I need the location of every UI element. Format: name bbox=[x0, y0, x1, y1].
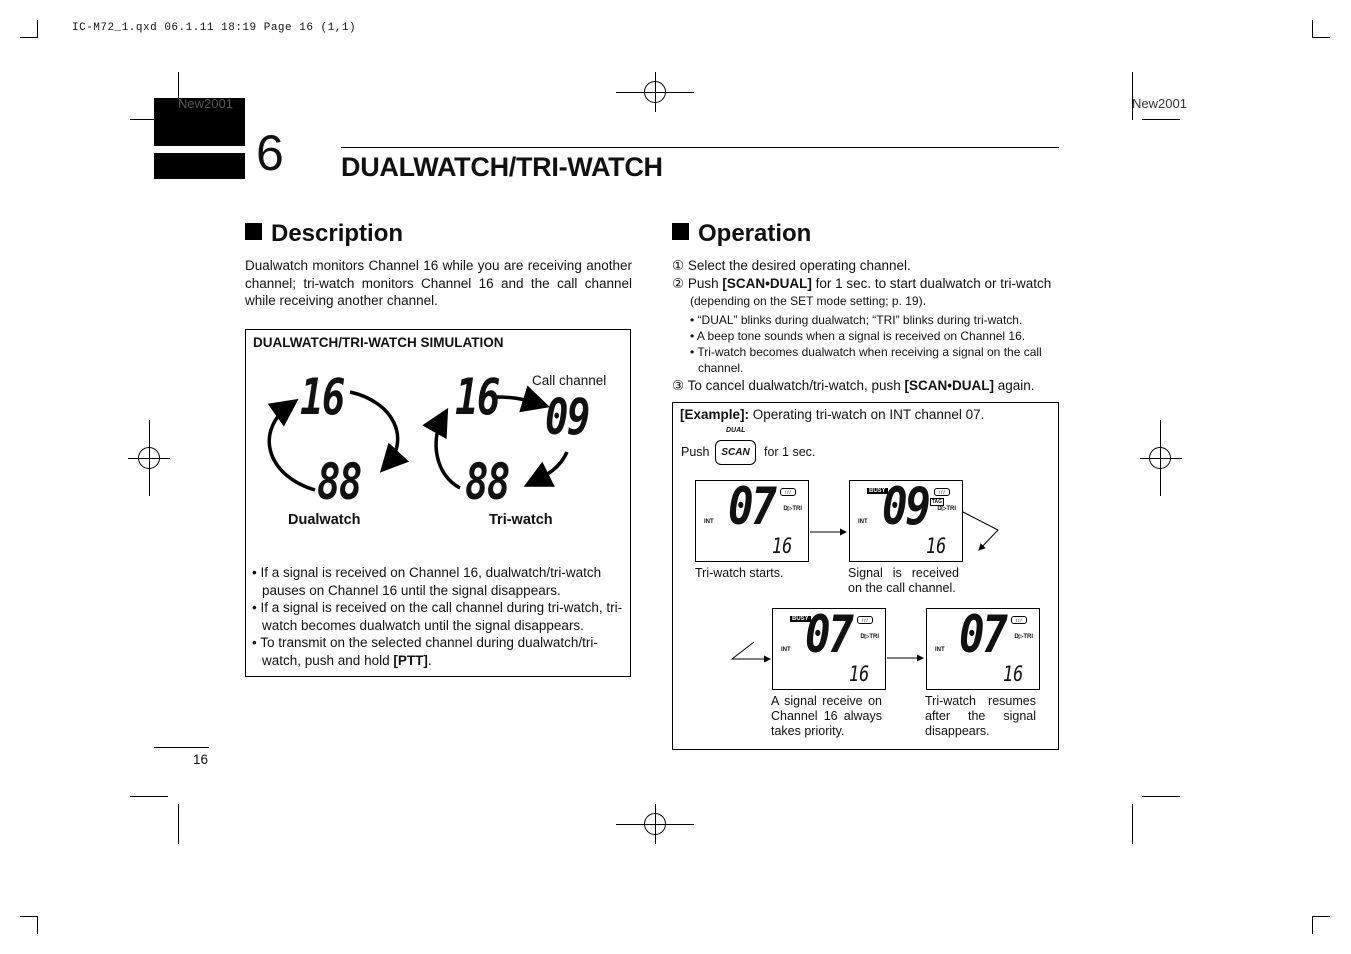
chapter-rule bbox=[341, 147, 1059, 148]
dualwatch-channel-top: 16 bbox=[300, 368, 344, 426]
triwatch-channel-top: 16 bbox=[455, 368, 499, 426]
registration-mark bbox=[655, 804, 656, 844]
simulation-title: DUALWATCH/TRI-WATCH SIMULATION bbox=[253, 335, 504, 350]
dual-key-label: DUAL bbox=[726, 427, 746, 434]
step-text: Push bbox=[687, 275, 723, 291]
crop-mark bbox=[37, 20, 38, 38]
step-marker: ③ bbox=[672, 377, 685, 393]
operation-heading bbox=[672, 220, 811, 248]
square-bullet-icon bbox=[672, 223, 689, 240]
step-text: again. bbox=[993, 377, 1035, 393]
registration-mark bbox=[149, 420, 150, 496]
lcd-caption: Tri-watch resumes after the signal disappears. bbox=[925, 694, 1036, 738]
dual-tri-indicator: D▷TRI bbox=[937, 506, 956, 512]
step-2 bbox=[672, 275, 1059, 311]
arrow-icon bbox=[533, 452, 567, 482]
d-indicator: D bbox=[860, 634, 865, 640]
crop-mark bbox=[1312, 916, 1313, 934]
scan-dual-key: [SCAN•DUAL] bbox=[722, 275, 812, 291]
crop-mark bbox=[37, 916, 38, 934]
tag-indicator: TAG bbox=[931, 499, 942, 505]
dualwatch-label: Dualwatch bbox=[288, 512, 361, 528]
square-bullet-icon bbox=[245, 223, 262, 240]
trim-line bbox=[1132, 804, 1133, 844]
arrow-icon bbox=[350, 392, 398, 465]
dual-tri-indicator: D▷TRI bbox=[860, 634, 879, 640]
crop-mark bbox=[1312, 20, 1313, 38]
registration-mark bbox=[1140, 458, 1182, 459]
description-bullets bbox=[252, 564, 626, 669]
lcd-sub-channel: 16 bbox=[771, 534, 792, 558]
d-indicator: D bbox=[1014, 634, 1019, 640]
scan-key-icon: SCAN bbox=[715, 440, 756, 465]
trim-line bbox=[178, 804, 179, 844]
int-indicator: INT bbox=[858, 519, 868, 525]
step-text: for 1 sec. to start dualwatch or tri-watch bbox=[811, 275, 1052, 291]
print-slug: IC-M72_1.qxd 06.1.11 18:19 Page 16 (1,1) bbox=[72, 22, 357, 34]
operation-heading-text: Operation bbox=[698, 220, 812, 247]
triwatch-label: Tri-watch bbox=[489, 512, 553, 528]
description-heading bbox=[245, 220, 403, 248]
revision-label-left: New2001 bbox=[178, 96, 233, 111]
dualwatch-channel-bottom: 88 bbox=[317, 453, 361, 511]
operation-steps bbox=[672, 257, 1059, 394]
busy-indicator: BUSY bbox=[792, 616, 809, 622]
list-item: • If a signal is received on the call channel during tri-watch, tri-watch becomes dualwatch until the signal disappears. bbox=[252, 600, 623, 633]
example-label: [Example]: bbox=[680, 407, 750, 422]
int-indicator: INT bbox=[781, 647, 791, 653]
signal-icon: ƒƒƒ bbox=[1011, 616, 1027, 624]
step-note: (depending on the SET mode setting; p. 19) bbox=[690, 294, 923, 308]
int-indicator: INT bbox=[704, 519, 714, 525]
list-item: • If a signal is received on Channel 16, dualwatch/tri-watch pauses on Channel 16 until the signal disappears. bbox=[252, 565, 602, 598]
lcd-channel: 07 bbox=[728, 477, 775, 537]
trim-line bbox=[130, 796, 168, 797]
dual-tri-indicator: D▷TRI bbox=[1014, 634, 1033, 640]
lcd-caption: Tri-watch starts. bbox=[695, 566, 784, 580]
scan-dual-key: [SCAN•DUAL] bbox=[904, 377, 994, 393]
step-text: To cancel dualwatch/tri-watch, push bbox=[687, 377, 905, 393]
ptt-key: [PTT] bbox=[393, 652, 428, 668]
trim-line bbox=[1142, 119, 1180, 120]
footer-rule bbox=[154, 747, 209, 748]
step-text: Select the desired operating channel. bbox=[687, 258, 911, 273]
call-channel-label: Call channel bbox=[532, 373, 607, 388]
d-indicator: D bbox=[783, 506, 788, 512]
lcd-sub-channel: 16 bbox=[848, 662, 869, 686]
description-body: Dualwatch monitors Channel 16 while you are receiving another channel; tri-watch monitors Channel 16 and the call channel while receiving another channel. bbox=[245, 258, 632, 308]
tri-indicator: TRI bbox=[946, 506, 956, 512]
signal-icon: ƒƒƒ bbox=[857, 616, 873, 624]
busy-indicator: BUSY bbox=[869, 488, 886, 494]
duration-label: for 1 sec. bbox=[764, 445, 816, 459]
crop-mark bbox=[1312, 916, 1330, 917]
chapter-number: 6 bbox=[256, 125, 284, 181]
lcd-caption: Signal is received on the call channel. bbox=[848, 566, 959, 595]
step-marker: ① bbox=[672, 258, 685, 273]
description-heading-text: Description bbox=[271, 220, 404, 247]
crop-mark bbox=[20, 916, 38, 917]
arrow-icon bbox=[497, 397, 540, 404]
lcd-sub-channel: 16 bbox=[925, 534, 946, 558]
step-marker: ② bbox=[672, 275, 685, 291]
step-1 bbox=[672, 257, 1059, 275]
trim-line bbox=[1142, 796, 1180, 797]
lcd-channel: 07 bbox=[959, 605, 1006, 665]
arrow-icon bbox=[732, 642, 770, 659]
signal-icon: ƒƒƒ bbox=[934, 488, 950, 496]
chapter-tab bbox=[154, 153, 245, 179]
arrow-icon bbox=[436, 417, 460, 488]
chapter-title: DUALWATCH/TRI-WATCH bbox=[341, 152, 663, 182]
step-3 bbox=[672, 377, 1059, 395]
example-text: Operating tri-watch on INT channel 07. bbox=[749, 407, 985, 422]
tri-indicator: TRI bbox=[792, 506, 802, 512]
registration-mark bbox=[655, 72, 656, 112]
period: . bbox=[427, 652, 432, 668]
period: . bbox=[922, 293, 927, 308]
lcd-channel: 09 bbox=[882, 477, 929, 537]
crop-mark bbox=[1312, 37, 1330, 38]
lcd-channel: 07 bbox=[805, 605, 852, 665]
lcd-sub-channel: 16 bbox=[1002, 662, 1023, 686]
list-item: • A beep tone sounds when a signal is received on Channel 16. bbox=[690, 328, 1026, 343]
push-label: Push bbox=[681, 445, 710, 459]
list-item: • “DUAL” blinks during dualwatch; “TRI” blinks during tri-watch. bbox=[690, 312, 1023, 327]
tri-indicator: TRI bbox=[1023, 634, 1033, 640]
arrow-icon bbox=[963, 512, 998, 550]
list-item bbox=[252, 634, 626, 669]
dual-tri-indicator: D▷TRI bbox=[783, 506, 802, 512]
lcd-caption: A signal receive on Channel 16 always takes priority. bbox=[771, 694, 882, 738]
d-indicator: D bbox=[937, 506, 942, 512]
signal-icon: ƒƒƒ bbox=[780, 488, 796, 496]
triwatch-call-channel: 09 bbox=[545, 388, 589, 446]
list-item: • Tri-watch becomes dualwatch when receiving a signal on the call channel. bbox=[690, 344, 1042, 375]
list-item-text: • To transmit on the selected channel during dualwatch/tri-watch, push and hold bbox=[252, 635, 598, 668]
simulation-arrows bbox=[245, 360, 631, 520]
triwatch-channel-bottom: 88 bbox=[465, 453, 509, 511]
arrow-icon bbox=[269, 405, 315, 490]
page-number: 16 bbox=[193, 752, 209, 767]
tri-indicator: TRI bbox=[869, 634, 879, 640]
revision-label-right: New2001 bbox=[1132, 96, 1187, 111]
int-indicator: INT bbox=[935, 647, 945, 653]
registration-mark bbox=[1160, 420, 1161, 496]
example-flow-arrows bbox=[672, 402, 1059, 750]
crop-mark bbox=[20, 37, 38, 38]
